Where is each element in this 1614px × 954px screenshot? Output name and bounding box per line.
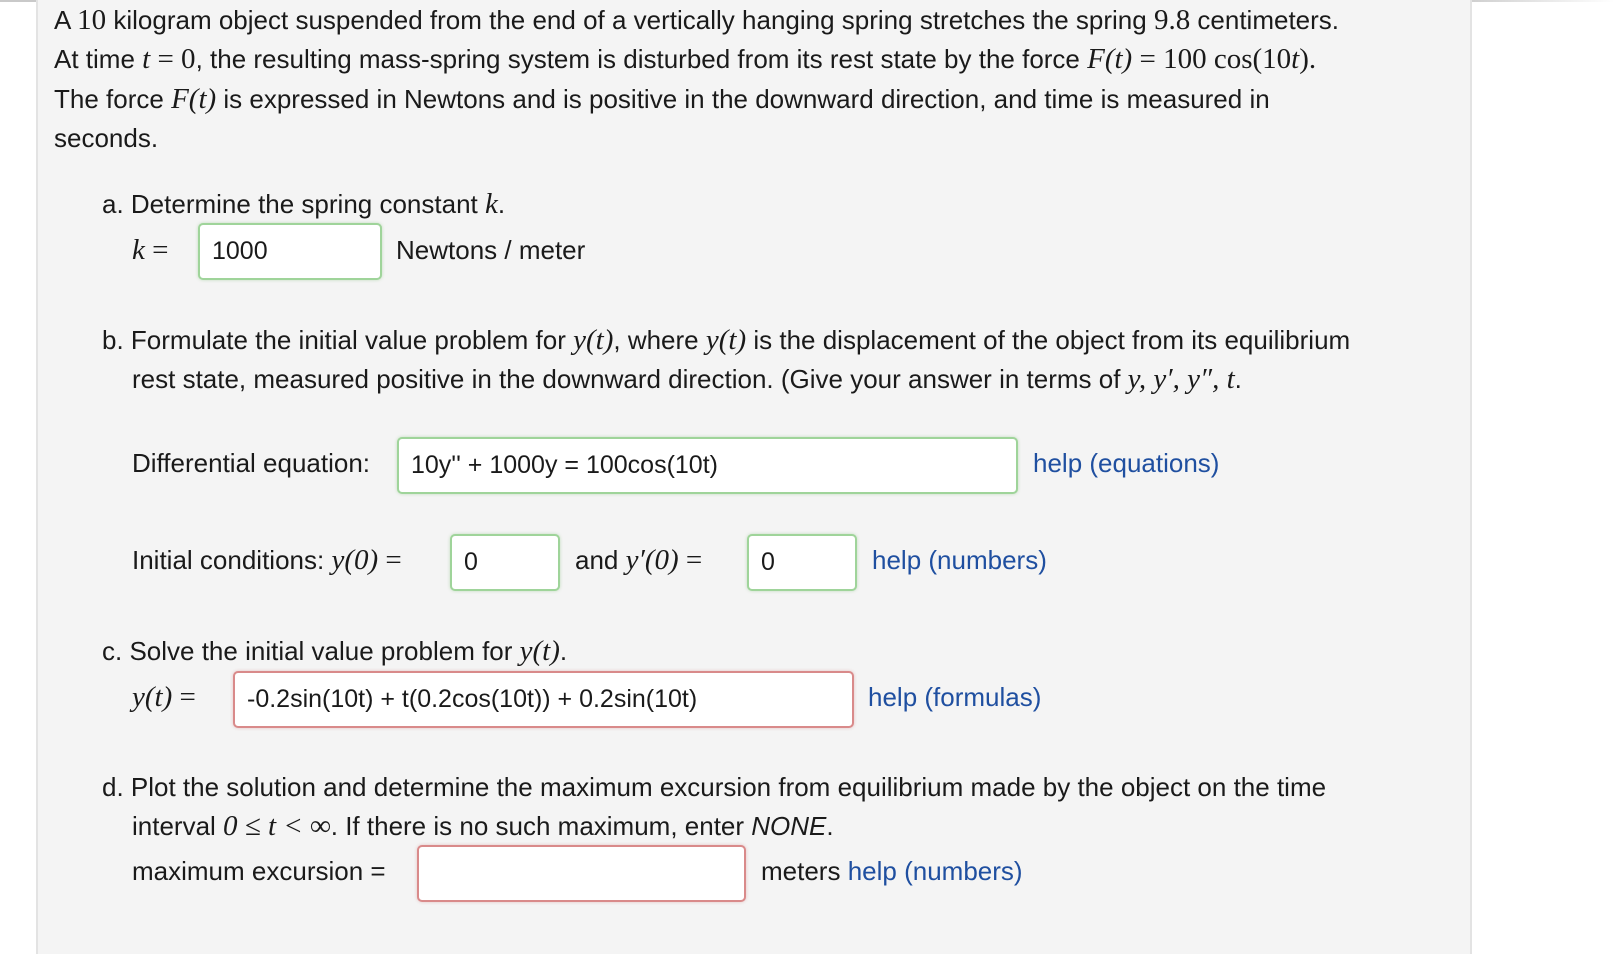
math-expr: = <box>144 234 169 266</box>
max-excursion-input[interactable] <box>417 845 746 902</box>
math-expr: = <box>678 544 703 576</box>
math-var: k <box>484 188 498 220</box>
prompt-text: and <box>575 545 626 575</box>
math-expr: = <box>172 681 196 713</box>
intro-text: , the resulting mass-spring system is disturbed from its rest state by the force <box>195 44 1088 74</box>
math-expr: ). <box>1299 43 1317 75</box>
prompt-text: rest state, measured positive in the downward direction. (Give your answer in terms of <box>132 364 1128 394</box>
initial-conditions-label <box>132 540 402 580</box>
spring-constant-input[interactable]: 1000 <box>198 223 382 280</box>
math-expr: y, y′, y″, t <box>1127 363 1235 395</box>
part-d-prompt-line-2 <box>132 806 834 846</box>
max-excursion-units-row <box>761 851 1023 891</box>
part-a-lhs <box>132 230 168 270</box>
prompt-text: interval <box>132 811 224 841</box>
prompt-text: c. Solve the initial value problem for <box>102 636 520 666</box>
initial-position-input[interactable]: 0 <box>450 534 560 591</box>
help-formulas-link[interactable]: help (formulas) <box>868 682 1042 712</box>
part-b-prompt-line-2 <box>132 359 1242 399</box>
intro-text: A <box>54 5 78 35</box>
prompt-text: , where <box>613 325 706 355</box>
spring-constant-units: Newtons / meter <box>396 235 586 265</box>
intro-text: is expressed in Newtons and is positive in the downward direction, and time is measured in <box>216 84 1270 114</box>
math-expr: 0 ≤ t < ∞ <box>223 810 331 842</box>
part-d-prompt-line-1: d. Plot the solution and determine the maximum excursion from equilibrium made by the object on the time <box>102 772 1327 802</box>
math-expr: y′(0) <box>625 544 679 576</box>
math-expr: = 0 <box>150 43 196 75</box>
none-keyword: NONE <box>751 811 827 841</box>
differential-equation-label: Differential equation: <box>132 448 371 478</box>
math-var: k <box>132 234 145 266</box>
prompt-text: is the displacement of the object from its equilibrium <box>746 325 1351 355</box>
intro-text: The force <box>54 84 172 114</box>
intro-line-3 <box>54 79 1270 119</box>
intro-text: centimeters. <box>1190 5 1340 35</box>
math-expr: = <box>378 544 402 576</box>
differential-equation-input[interactable]: 10y'' + 1000y = 100cos(10t) <box>397 437 1018 494</box>
mass-value: 10 <box>77 4 107 36</box>
intro-text: At time <box>54 44 143 74</box>
math-expr: y(t) <box>573 324 614 356</box>
intro-line-1 <box>54 0 1339 40</box>
max-excursion-label: maximum excursion = <box>132 856 386 886</box>
initial-velocity-input[interactable]: 0 <box>747 534 857 591</box>
prompt-text: . <box>1234 364 1242 394</box>
solution-input[interactable]: -0.2sin(10t) + t(0.2cos(10t)) + 0.2sin(10t) <box>233 671 854 728</box>
math-expr: y(t) <box>705 324 747 356</box>
prompt-text: . <box>826 811 834 841</box>
initial-velocity-label <box>575 540 702 580</box>
part-a-prompt <box>102 184 505 224</box>
math-expr: (t) <box>1104 43 1133 75</box>
help-equations-link[interactable]: help (equations) <box>1033 448 1220 478</box>
intro-line-2 <box>54 39 1316 79</box>
math-expr: (t) <box>188 83 217 115</box>
part-c-lhs <box>132 677 196 717</box>
part-c-prompt <box>102 631 567 671</box>
math-var: t <box>142 43 151 75</box>
prompt-text: Initial conditions: <box>132 545 332 575</box>
prompt-text: . <box>559 636 568 666</box>
prompt-text: . <box>497 189 506 219</box>
part-b-prompt-line-1 <box>102 320 1350 360</box>
stretch-value: 9.8 <box>1153 4 1191 36</box>
intro-line-4: seconds. <box>54 123 159 153</box>
math-var: F <box>171 83 189 115</box>
math-expr: y(t) <box>519 635 560 667</box>
prompt-text: a. Determine the spring constant <box>102 189 485 219</box>
prompt-text: b. Formulate the initial value problem for <box>102 325 574 355</box>
math-var: t <box>1291 43 1300 75</box>
help-numbers-link-2[interactable]: help (numbers) <box>847 856 1023 886</box>
intro-text: kilogram object suspended from the end of a vertically hanging spring stretches the spring <box>106 5 1154 35</box>
max-excursion-units: meters <box>761 856 841 886</box>
prompt-text: . If there is no such maximum, enter <box>330 811 752 841</box>
math-expr: y(t) <box>132 681 173 713</box>
help-numbers-link[interactable]: help (numbers) <box>872 545 1047 575</box>
math-expr: = 100 cos(10 <box>1132 43 1292 75</box>
math-expr: y(0) <box>331 544 379 576</box>
math-var: F <box>1087 43 1105 75</box>
